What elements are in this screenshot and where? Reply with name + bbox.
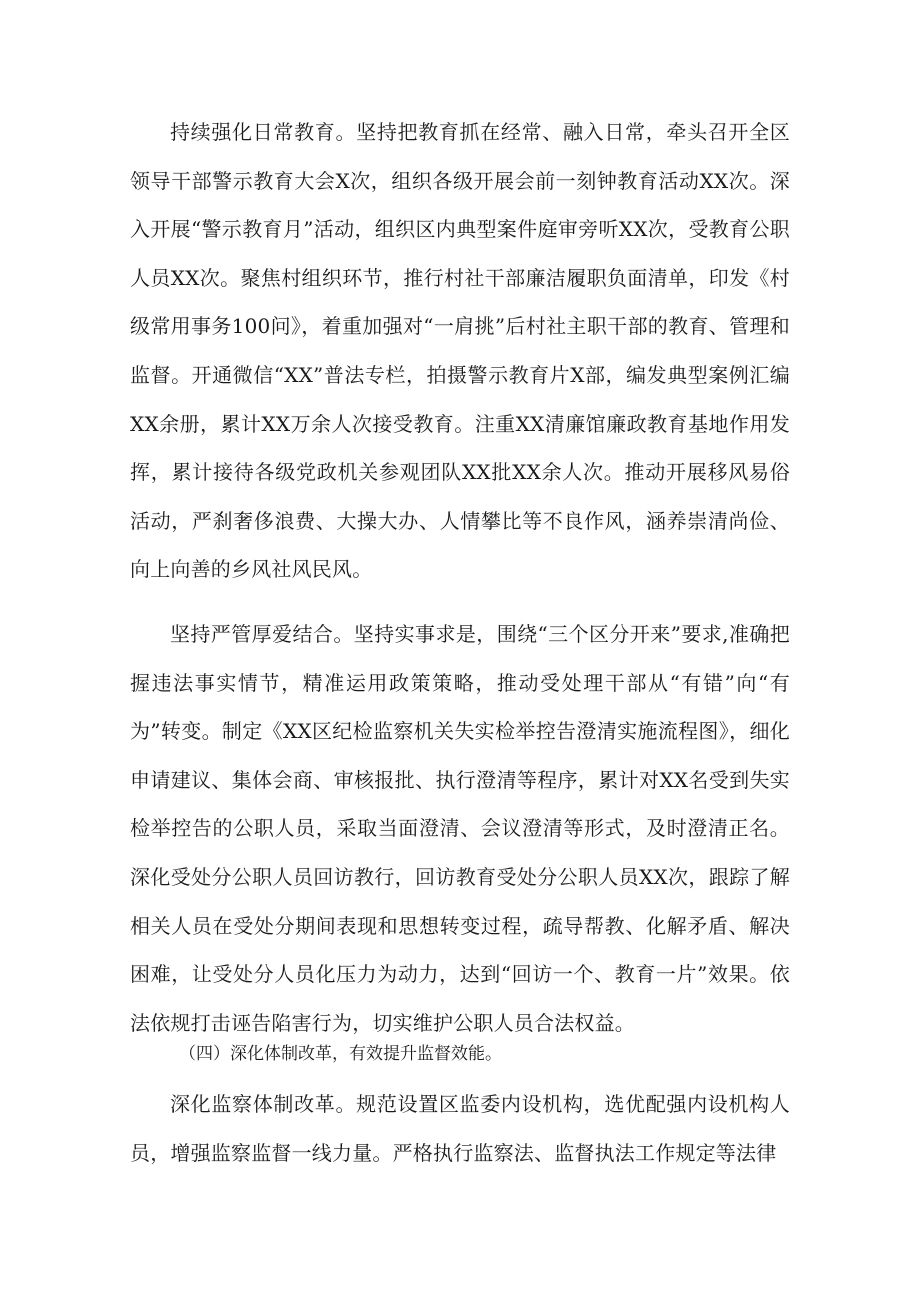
paragraph-strict-management: 坚持严管厚爱结合。坚持实事求是，围绕“三个区分开来”要求,准确把握违法事实情节，精准运用政策策略，推动受处理干部从“有错”向“有为”转变。制定《XX区纪检监察机关失实检举控告澄清实施流程图》，细化申请建议、集体会商、审核报批、执行澄清等程序，累计对XX名受到失实检举控告的公职人员，采取当面澄清、会议澄清等形式，及时澄清正名。深化受处分公职人员回访教行，回访教育受处分公职人员XX次，跟踪了解相关人员在受处分期间表现和思想转变过程，疏导帮教、化解矛盾、解决困难，让受处分人员化压力为动力，达到“回访一个、教育一片”效果。依法依规打击诬告陷害行为，切实维护公职人员合法权益。 <box>130 622 790 1035</box>
paragraph-supervision-reform: 深化监察体制改革。规范设置区监委内设机构，选优配强内设机构人员，增强监察监督一线力量。严格执行监察法、监督执法工作规定等法律 <box>130 1092 790 1165</box>
section-heading: （四）深化体制改革，有效提升监督效能。 <box>179 1044 502 1064</box>
paragraph-daily-education: 持续强化日常教育。坚持把教育抓在经常、融入日常，牵头召开全区领导干部警示教育大会X次，组织各级开展会前一刻钟教育活动XX次。深入开展“警示教育月”活动，组织区内典型案件庭审旁听XX次，受教育公职人员XX次。聚焦村组织环节，推行村社干部廉洁履职负面清单，印发《村级常用事务100问》，着重加强对“一肩挑”后村社主职干部的教育、管理和监督。开通微信“XX”普法专栏，拍摄警示教育片X部，编发典型案例汇编XX余册，累计XX万余人次接受教育。注重XX清廉馆廉政教育基地作用发挥，累计接待各级党政机关参观团队XX批XX余人次。推动开展移风易俗活动，严刹奢侈浪费、大操大办、人情攀比等不良作风，涵养崇清尚俭、向上向善的乡风社风民风。 <box>130 120 790 582</box>
